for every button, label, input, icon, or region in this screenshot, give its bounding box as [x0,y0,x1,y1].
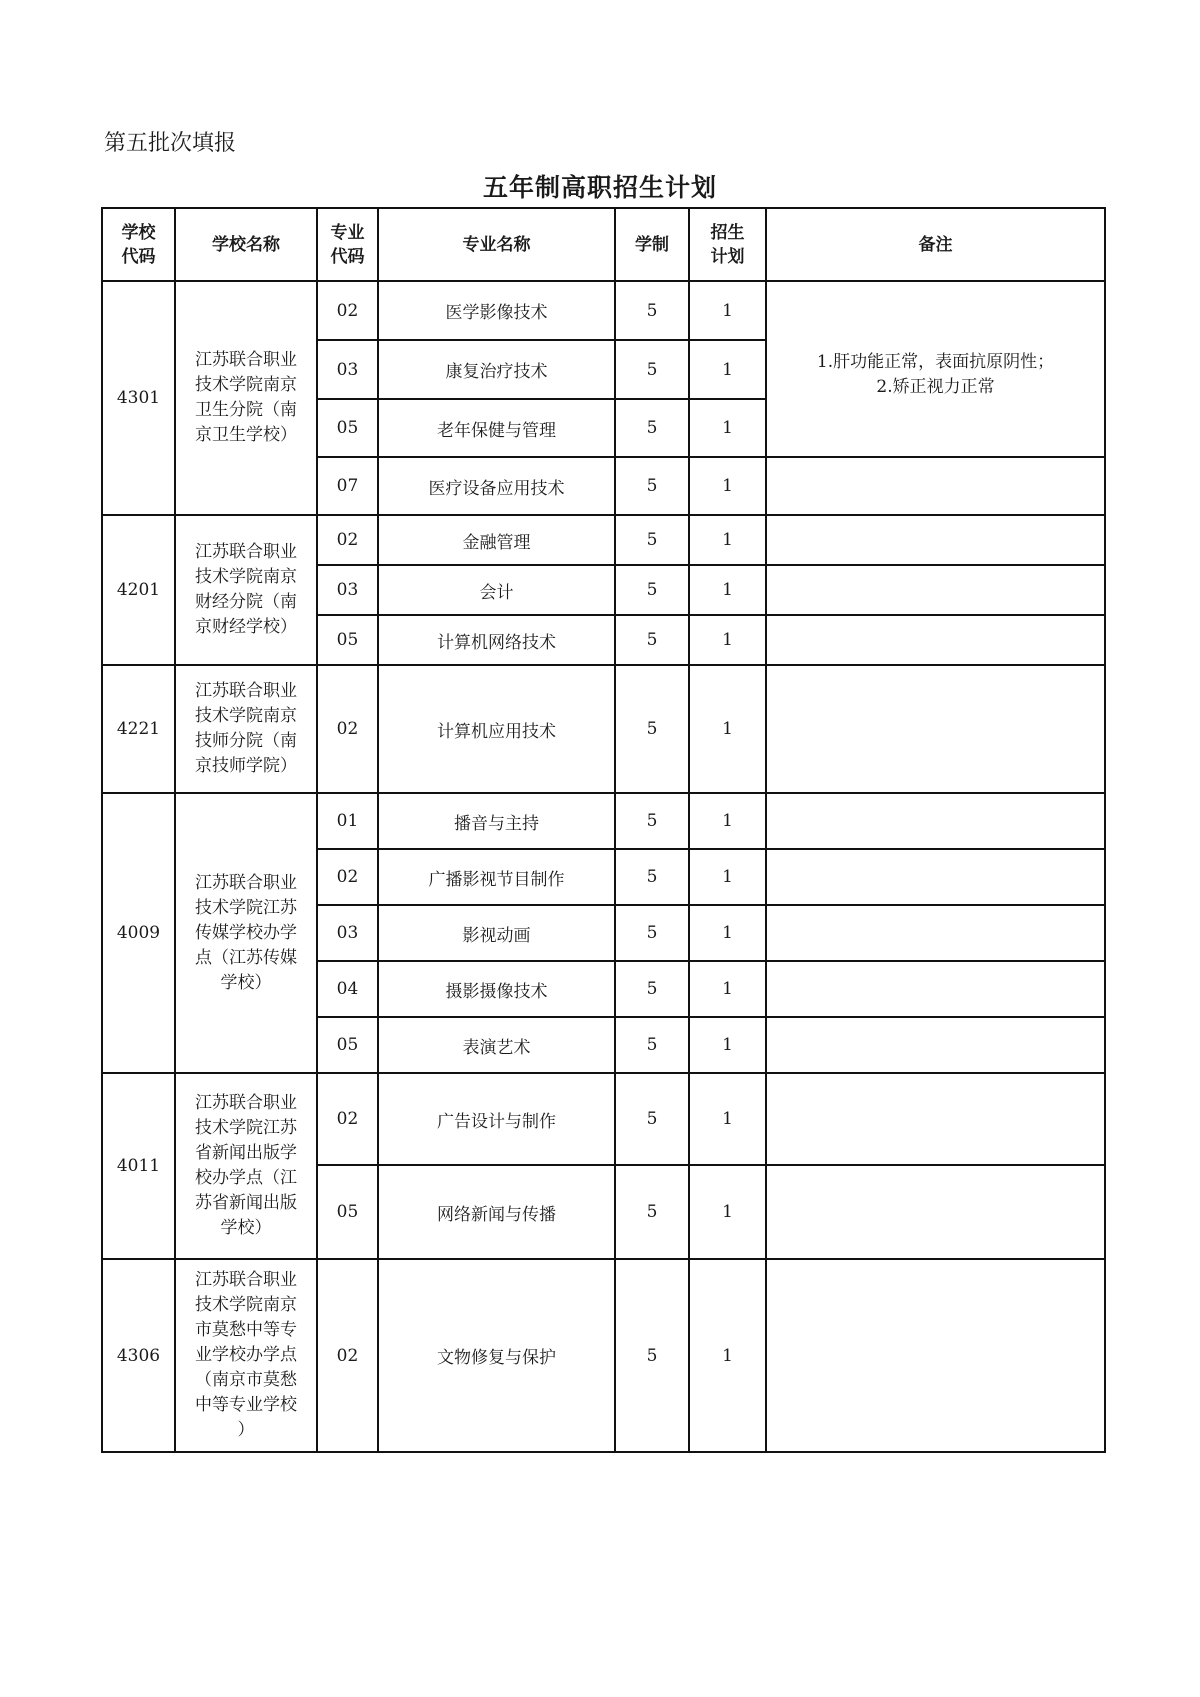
major-name-cell: 医疗设备应用技术 [378,457,615,515]
duration-cell: 5 [615,793,689,849]
major-name-cell: 广播影视节目制作 [378,849,615,905]
major-code-cell: 04 [317,961,378,1017]
quota-cell: 1 [689,665,766,793]
school-name-line: 京卫生学校） [195,425,297,445]
school-name-line: 省新闻出版学 [195,1143,297,1163]
school-name-line: 江苏联合职业 [195,872,297,893]
header-duration: 学制 [615,208,689,281]
enrollment-plan-table [101,207,1106,1453]
quota-cell: 1 [689,457,766,515]
duration-cell: 5 [615,281,689,340]
duration-cell: 5 [615,1259,689,1452]
school-name-cell [175,793,317,1073]
school-name-line: 传媒学校办学 [195,922,297,943]
duration-cell: 5 [615,457,689,515]
quota-cell: 1 [689,615,766,665]
major-name-cell: 医学影像技术 [378,281,615,340]
school-name-line: 财经分院（南 [195,592,297,612]
duration-cell: 5 [615,565,689,615]
major-code-cell: 01 [317,793,378,849]
duration-cell: 5 [615,1165,689,1259]
duration-cell: 5 [615,515,689,565]
quota-cell: 1 [689,793,766,849]
major-name-cell: 金融管理 [378,515,615,565]
header-row [102,208,1105,281]
note-cell [766,793,1105,849]
school-name-cell [175,665,317,793]
major-name-cell: 摄影摄像技术 [378,961,615,1017]
school-code-cell: 4009 [102,793,175,1073]
major-name-cell: 文物修复与保护 [378,1259,615,1452]
table-row [102,665,1105,793]
major-name-cell: 康复治疗技术 [378,340,615,399]
school-name-line: 技师分院（南 [195,731,297,751]
school-name-line: 技术学院江苏 [195,1118,297,1138]
header-quota-l2: 计划 [710,246,745,267]
major-code-cell: 03 [317,340,378,399]
duration-cell: 5 [615,665,689,793]
school-name-line: 江苏联合职业 [195,1093,297,1113]
school-name-line: 学校） [220,1218,272,1238]
duration-cell: 5 [615,961,689,1017]
major-code-cell: 05 [317,399,378,457]
note-line: 1.肝功能正常，表面抗原阴性； [816,352,1055,372]
note-cell [766,1259,1105,1452]
school-name-line: 点（江苏传媒 [195,947,297,968]
quota-cell: 1 [689,399,766,457]
major-name-cell: 表演艺术 [378,1017,615,1073]
school-code-cell: 4201 [102,515,175,665]
school-name-line: 江苏联合职业 [195,542,297,562]
major-code-cell: 02 [317,1259,378,1452]
header-quota [689,208,766,281]
major-code-cell: 02 [317,665,378,793]
major-code-cell: 03 [317,905,378,961]
school-name-line: 技术学院江苏 [195,897,297,918]
school-name-line: 校办学点（江 [195,1168,297,1188]
quota-cell: 1 [689,281,766,340]
quota-cell: 1 [689,565,766,615]
school-name-line: 中等专业学校 [195,1395,297,1415]
school-name-line: 京技师学院） [195,756,297,776]
header-major-name: 专业名称 [378,208,615,281]
table-row [102,515,1105,565]
school-code-cell: 4221 [102,665,175,793]
school-name-line: 京财经学校） [195,617,297,637]
school-code-cell: 4306 [102,1259,175,1452]
table-body [102,281,1105,1452]
header-major-code-l1: 专业 [330,222,365,243]
school-name-line: （南京市莫愁 [195,1370,297,1390]
duration-cell: 5 [615,1017,689,1073]
quota-cell: 1 [689,1017,766,1073]
school-name-cell [175,515,317,665]
major-code-cell: 02 [317,281,378,340]
school-code-cell: 4301 [102,281,175,515]
header-school-code [102,208,175,281]
major-name-cell: 计算机应用技术 [378,665,615,793]
quota-cell: 1 [689,961,766,1017]
note-line: 2.矫正视力正常 [876,377,995,397]
note-cell [766,849,1105,905]
duration-cell: 5 [615,905,689,961]
major-name-cell: 影视动画 [378,905,615,961]
table-row [102,281,1105,340]
major-name-cell: 广告设计与制作 [378,1073,615,1165]
school-name-line: 业学校办学点 [195,1345,297,1365]
school-name-cell [175,1259,317,1452]
quota-cell: 1 [689,1073,766,1165]
note-cell [766,961,1105,1017]
header-school-code-l1: 学校 [121,222,156,243]
school-name-line: 技术学院南京 [195,706,297,726]
quota-cell: 1 [689,1259,766,1452]
header-major-code [317,208,378,281]
major-code-cell: 07 [317,457,378,515]
school-name-line: 江苏联合职业 [195,681,297,701]
note-cell [766,565,1105,615]
major-code-cell: 02 [317,849,378,905]
major-name-cell: 会计 [378,565,615,615]
note-cell [766,1165,1105,1259]
note-cell [766,1017,1105,1073]
note-cell [766,281,1105,457]
school-name-line: 苏省新闻出版 [195,1193,297,1213]
duration-cell: 5 [615,849,689,905]
batch-label: 第五批次填报 [104,131,237,156]
major-name-cell: 播音与主持 [378,793,615,849]
school-name-line: 江苏联合职业 [195,1270,297,1290]
page-title: 五年制高职招生计划 [482,173,717,202]
header-major-code-l2: 代码 [330,246,365,267]
quota-cell: 1 [689,515,766,565]
duration-cell: 5 [615,340,689,399]
note-cell [766,515,1105,565]
school-name-line: 技术学院南京 [195,375,297,395]
quota-cell: 1 [689,340,766,399]
school-name-cell [175,281,317,515]
school-code-cell: 4011 [102,1073,175,1259]
duration-cell: 5 [615,399,689,457]
note-cell [766,615,1105,665]
table-row [102,1259,1105,1452]
school-name-cell [175,1073,317,1259]
header-note: 备注 [766,208,1105,281]
note-cell [766,1073,1105,1165]
note-cell [766,457,1105,515]
duration-cell: 5 [615,615,689,665]
quota-cell: 1 [689,1165,766,1259]
major-name-cell: 网络新闻与传播 [378,1165,615,1259]
quota-cell: 1 [689,849,766,905]
major-name-cell: 老年保健与管理 [378,399,615,457]
major-code-cell: 02 [317,1073,378,1165]
header-school-name: 学校名称 [175,208,317,281]
note-cell [766,905,1105,961]
duration-cell: 5 [615,1073,689,1165]
school-name-line: 技术学院南京 [195,567,297,587]
header-school-code-l2: 代码 [121,246,156,267]
school-name-line: ） [237,1420,255,1440]
table-row [102,1073,1105,1165]
school-name-line: 技术学院南京 [195,1295,297,1315]
school-name-line: 卫生分院（南 [195,400,297,420]
major-code-cell: 05 [317,1165,378,1259]
major-code-cell: 02 [317,515,378,565]
note-cell [766,665,1105,793]
header-quota-l1: 招生 [710,222,745,243]
major-code-cell: 05 [317,615,378,665]
school-name-line: 学校） [220,972,272,993]
school-name-line: 江苏联合职业 [195,350,297,370]
school-name-line: 市莫愁中等专 [195,1320,297,1340]
major-code-cell: 03 [317,565,378,615]
major-code-cell: 05 [317,1017,378,1073]
quota-cell: 1 [689,905,766,961]
table-row [102,793,1105,849]
major-name-cell: 计算机网络技术 [378,615,615,665]
